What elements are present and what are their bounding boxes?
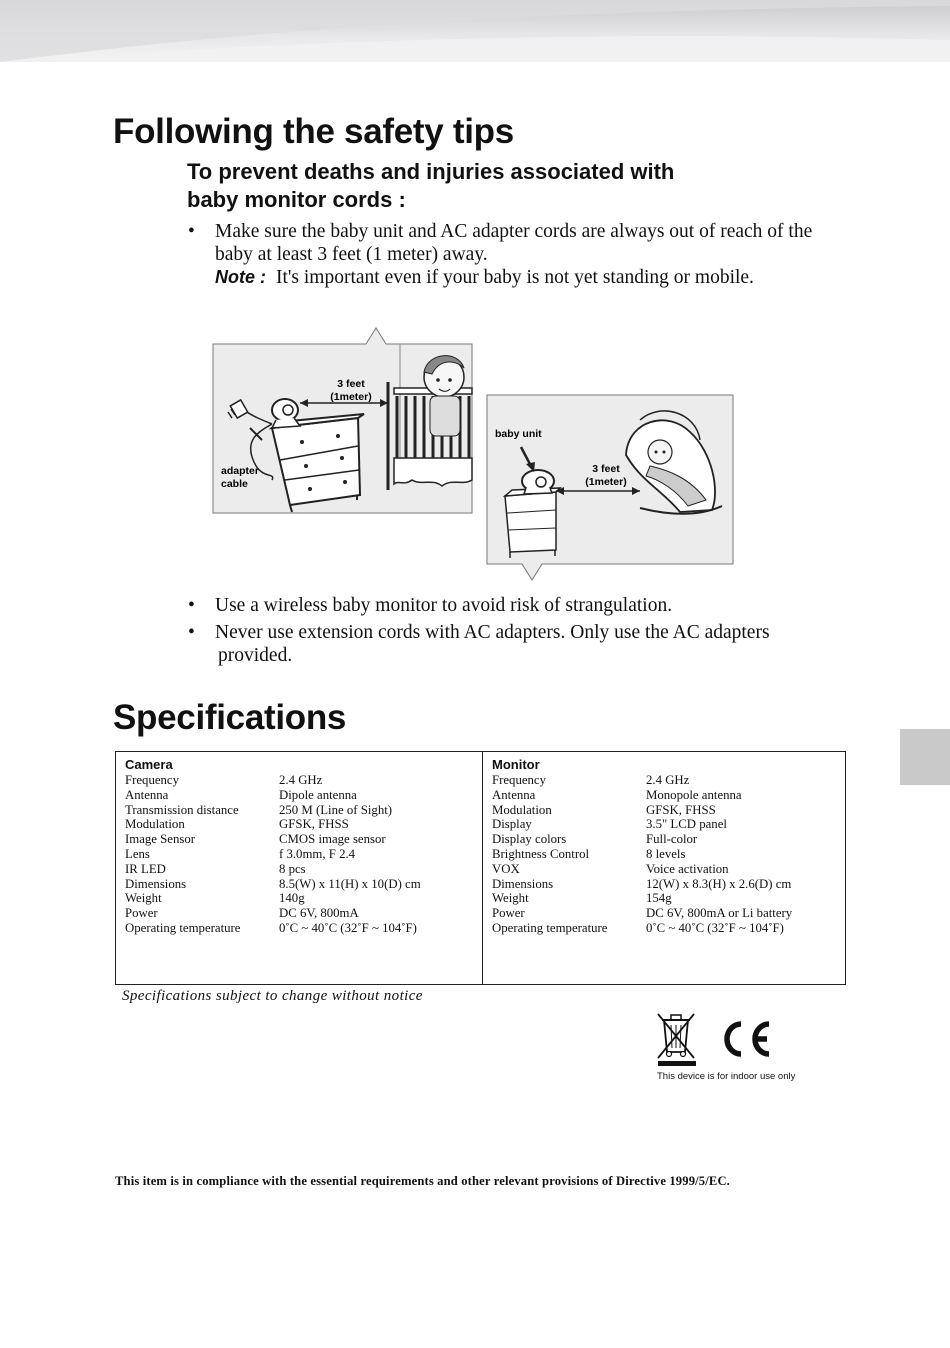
spec-change-notice: Specifications subject to change without notice [122,988,423,1004]
spec-value: 154g [646,891,672,906]
spec-label: Antenna [492,787,536,802]
spec-row [492,920,784,936]
spec-row [492,787,742,803]
safety-title: Following the safety tips [113,112,514,151]
spec-label: Modulation [492,802,552,817]
camera-heading: Camera [125,757,173,772]
spec-label: Weight [492,891,529,906]
note-text: It's important even if your baby is not yet standing or mobile. [276,267,754,288]
spec-value: Dipole antenna [279,787,357,802]
indoor-use-note: This device is for indoor use only [657,1071,796,1082]
bullet-dot: • [188,595,195,616]
spec-label: VOX [492,861,520,876]
spec-value: 8 levels [646,846,686,861]
spec-row [492,861,729,877]
safety-subheading-line2: baby monitor cords : [187,187,406,212]
bullet-3-line1: Never use extension cords with AC adapters. Only use the AC adapters [215,622,770,643]
spec-row [125,832,386,847]
left-distance-line1: 3 feet [337,378,365,390]
baby-unit-drawing [522,470,554,494]
camera-spec-rows [125,773,421,936]
spec-value: 12(W) x 8.3(H) x 2.6(D) cm [646,876,792,891]
spec-column-divider [482,752,483,984]
specifications-table [115,751,846,985]
spec-row [125,846,356,862]
spec-row [125,876,421,892]
spec-value: CMOS image sensor [279,832,386,847]
spec-label: Lens [125,846,150,861]
spec-row [492,906,793,921]
baby-unit-camera-drawing [272,399,300,428]
compliance-statement: This item is in compliance with the essential requirements and other relevant provisions of Directive 1999/5/EC. [115,1174,730,1188]
certification-marks [655,1012,795,1068]
spec-value: 140g [279,891,305,906]
spec-label: Operating temperature [125,920,241,935]
crib-scene-panel [213,328,472,513]
note-label: Note : [215,267,266,287]
spec-value: 250 M (Line of Sight) [279,802,393,817]
spec-row [492,773,690,788]
spec-row [125,817,349,832]
spec-label: Display [492,817,532,832]
spec-value: 8 pcs [279,861,306,876]
spec-value: Full-color [646,832,698,847]
bullet-3-line2: provided. [218,645,293,666]
spec-row [125,891,305,906]
spec-row [125,906,359,921]
adapter-label-line1: adapter [221,465,259,477]
spec-row [125,920,417,936]
spec-value: f 3.0mm, F 2.4 [279,846,356,861]
spec-label: Weight [125,891,162,906]
specifications-title: Specifications [113,698,347,737]
spec-value: Voice activation [646,861,729,876]
small-dresser-drawing [505,488,560,558]
camera-spec-column [125,757,421,936]
spec-row [492,891,672,906]
adapter-label-line2: cable [221,478,248,490]
spec-row [125,787,357,803]
cord-safety-illustration [0,0,950,600]
bullet-1-line1: Make sure the baby unit and AC adapter cords are always out of reach of the [215,221,813,242]
bouncer-scene-panel [487,395,733,580]
spec-row [492,846,686,862]
monitor-spec-column [492,757,793,936]
left-distance-line2: (1meter) [330,391,372,403]
safety-subheading-line1: To prevent deaths and injuries associated with [187,159,675,184]
spec-label: Image Sensor [125,832,196,847]
right-distance-line2: (1meter) [585,476,627,488]
spec-label: Frequency [492,773,547,787]
spec-row [492,876,792,892]
spec-label: Modulation [125,817,185,832]
spec-label: Antenna [125,787,169,802]
spec-row [492,832,698,847]
spec-label: Display colors [492,832,567,847]
spec-label: Power [125,906,158,921]
bullet-dot: • [188,221,195,242]
bullet-dot: • [188,622,195,643]
spec-value: DC 6V, 800mA [279,906,359,921]
spec-value: 2.4 GHz [279,773,323,787]
baby-unit-label: baby unit [495,428,542,440]
spec-row [125,861,306,877]
page-side-tab [900,729,950,785]
spec-label: Dimensions [125,876,187,891]
spec-label: Frequency [125,773,180,787]
spec-value: Monopole antenna [646,787,742,802]
spec-value: 8.5(W) x 11(H) x 10(D) cm [279,876,421,891]
spec-value: DC 6V, 800mA or Li battery [646,906,793,921]
safety-bullet-2 [188,594,672,617]
spec-label: Dimensions [492,876,554,891]
safety-bullet-3 [188,621,770,667]
spec-value: GFSK, FHSS [646,802,716,817]
ce-mark-icon [727,1024,769,1054]
right-distance-line1: 3 feet [592,463,620,475]
spec-row [492,817,727,832]
spec-value: 0˚C ~ 40˚C (32˚F ~ 104˚F) [279,920,417,935]
spec-label: Brightness Control [492,846,590,861]
spec-label: IR LED [125,861,166,876]
monitor-heading: Monitor [492,757,540,772]
monitor-spec-rows [492,773,793,936]
spec-row [492,802,716,818]
spec-value: 0˚C ~ 40˚C (32˚F ~ 104˚F) [646,920,784,935]
spec-value: GFSK, FHSS [279,817,349,832]
spec-row [125,802,393,818]
spec-label: Operating temperature [492,920,608,935]
bullet-1-line2: baby at least 3 feet (1 meter) away. [215,244,488,265]
spec-label: Power [492,906,525,921]
spec-row [125,773,323,788]
spec-label: Transmission distance [125,802,239,817]
spec-value: 2.4 GHz [646,773,690,787]
bullet-2-text: Use a wireless baby monitor to avoid risk of strangulation. [215,595,673,616]
spec-value: 3.5" LCD panel [646,817,727,832]
weee-bin-icon [658,1014,696,1066]
